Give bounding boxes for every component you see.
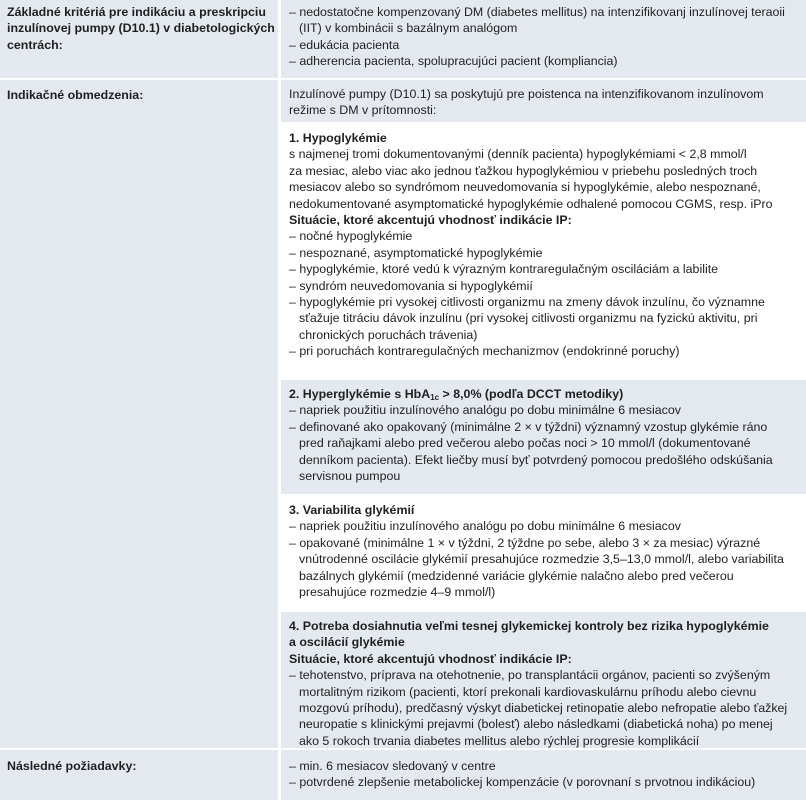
list-item-line: (IIT) v kombinácii s bazálnym analógom [299, 21, 518, 36]
desc-line: za mesiac, alebo viac ako jednou ťažkou hypoglykémiou v priebehu posledných troch [289, 163, 758, 178]
list-item-line: – hypoglykémie pri vysokej citlivosti organizmu na zmeny dávok inzulínu, čo významne [289, 295, 765, 310]
section-title: 1. Hypoglykémie [289, 131, 387, 145]
intro-line: režime s DM v prítomnosti: [289, 103, 437, 118]
title-subscript: 1c [430, 393, 440, 402]
list-item-line: mozgovú príhodu), predčasný výskyt diabetickej retinopatie alebo nefropatie alebo ťažkej [299, 701, 788, 716]
followup-label [0, 750, 278, 800]
list-item-line: chronických poruchách trávenia) [299, 327, 478, 342]
situations-heading: Situácie, ktoré akcentujú vhodnosť indikácie IP: [289, 213, 572, 228]
list-item-line: – opakované (minimálne 1 × v týždni, 2 týždne po sebe, alebo 3 × za mesiac) výrazné [289, 535, 761, 550]
list-item-line: – pri poruchách kontraregulačných mechanizmov (endokrinné poruchy) [289, 344, 680, 359]
indication-intro-cell [281, 80, 806, 122]
list-item-line: – napriek použitiu inzulínového analógu po dobu minimálne 6 mesiacov [289, 403, 681, 418]
section-title [289, 386, 800, 402]
label-line: Následné požiadavky: [7, 759, 137, 773]
label-line: Základné kritériá pre indikáciu a preskripciu [7, 5, 266, 19]
section-title: 3. Variabilita glykémií [289, 503, 415, 517]
intro-line: Inzulínové pumpy (D10.1) sa poskytujú pre poistenca na intenzifikovanom inzulínovom [289, 87, 764, 101]
basic-criteria-cell [281, 0, 806, 78]
section-title: a oscilácií glykémie [289, 635, 405, 650]
list-item-line: – definované ako opakovaný (minimálne 2 × v týždni) významný vzostup glykémie ráno [289, 419, 768, 434]
list-item-line: neuropatie s klinickými prejavmi (bolesť) alebo následkami (diabetická noha) po menej [299, 717, 773, 732]
title-text: 2. Hyperglykémie s HbA [289, 387, 431, 401]
label-line: inzulínovej pumpy (D10.1) v diabetologických [7, 21, 275, 36]
list-item-line: – nedostatočne kompenzovaný DM (diabetes mellitus) na intenzifikovanj inzulínovej teraoii [289, 5, 785, 19]
list-item-line: bazálnych glykémií (medzidenné variácie glykémie nalačno alebo pred večerou [299, 568, 734, 583]
label-line: centrách: [7, 37, 63, 52]
list-item-line: – syndróm neuvedomovania si hypoglykémií [289, 278, 533, 293]
list-item-line: sťažuje titráciu dávok inzulínu (pri vysokej citlivosti organizmu na fyzickú aktivitu, pri [299, 311, 758, 326]
list-item-line: – min. 6 mesiacov sledovaný v centre [289, 759, 496, 773]
tight-control-cell [281, 612, 806, 748]
list-item-line: denníkom pacienta). Efekt liečby musí byť potvrdený pomocou predošlého odskúšania [299, 452, 773, 467]
desc-line: s najmenej tromi dokumentovanými (denník pacienta) hypoglykémiami < 2,8 mmol/l [289, 147, 747, 162]
title-text: > 8,0% (podľa DCCT metodiky) [439, 387, 624, 401]
desc-line: mesiacov alebo so syndrómom neuvedomovania si hypoglykémie, alebo nespoznané, [289, 180, 761, 195]
list-item-line: – tehotenstvo, príprava na otehotnenie, po transplantácii orgánov, pacienti so zvýšeným [289, 668, 771, 683]
list-item-line: – adherencia pacienta, spolupracujúci pacient (kompliancia) [289, 54, 618, 69]
hyperglycemia-cell [281, 380, 806, 494]
list-item-line: vnútrodenné oscilácie glykémií presahujúce rozmedzie 3,5–13,0 mmol/l, alebo variabilita [299, 552, 784, 567]
list-item-line: – nespoznané, asymptomatické hypoglykémie [289, 245, 543, 260]
list-item-line: – hypoglykémie, ktoré vedú k výrazným kontraregulačným osciláciám a labilite [289, 262, 719, 277]
list-item-line: – edukácia pacienta [289, 37, 400, 52]
indication-limits-label [0, 80, 278, 748]
situations-heading: Situácie, ktoré akcentujú vhodnosť indikácie IP: [289, 651, 572, 666]
list-item-line: – nočné hypoglykémie [289, 229, 413, 244]
hypoglycemia-cell [281, 124, 806, 378]
section-title: 4. Potreba dosiahnutia veľmi tesnej glykemickej kontroly bez rizika hypoglykémie [289, 619, 769, 633]
list-item-line: servisnou pumpou [299, 469, 401, 484]
desc-line: nedokumentované asymptomatické hypoglykémie odhalené pomocou CGMS, resp. iPro [289, 196, 773, 211]
label-line: Indikačné obmedzenia: [7, 88, 144, 102]
list-item-line: presahujúce rozmedzie 4–9 mmol/l) [299, 585, 496, 600]
list-item-line: – napriek použitiu inzulínového analógu po dobu minimálne 6 mesiacov [289, 519, 681, 534]
variability-cell [281, 496, 806, 610]
list-item-line: – potvrdené zlepšenie metabolickej kompenzácie (v porovnaní s prvotnou indikáciou) [289, 775, 756, 790]
list-item-line: pred raňajkami alebo pred večerou alebo počas noci > 10 mmol/l (dokumentované [299, 436, 751, 451]
basic-criteria-label [0, 0, 278, 78]
list-item-line: ako 5 rokoch trvania diabetes mellitus alebo rýchlej progresie komplikácií [299, 733, 700, 748]
list-item-line: mortalitným rizikom (pacienti, ktorí prekonali kardiovaskulárnu príhodu alebo cievnu [299, 684, 757, 699]
followup-cell [281, 750, 806, 800]
